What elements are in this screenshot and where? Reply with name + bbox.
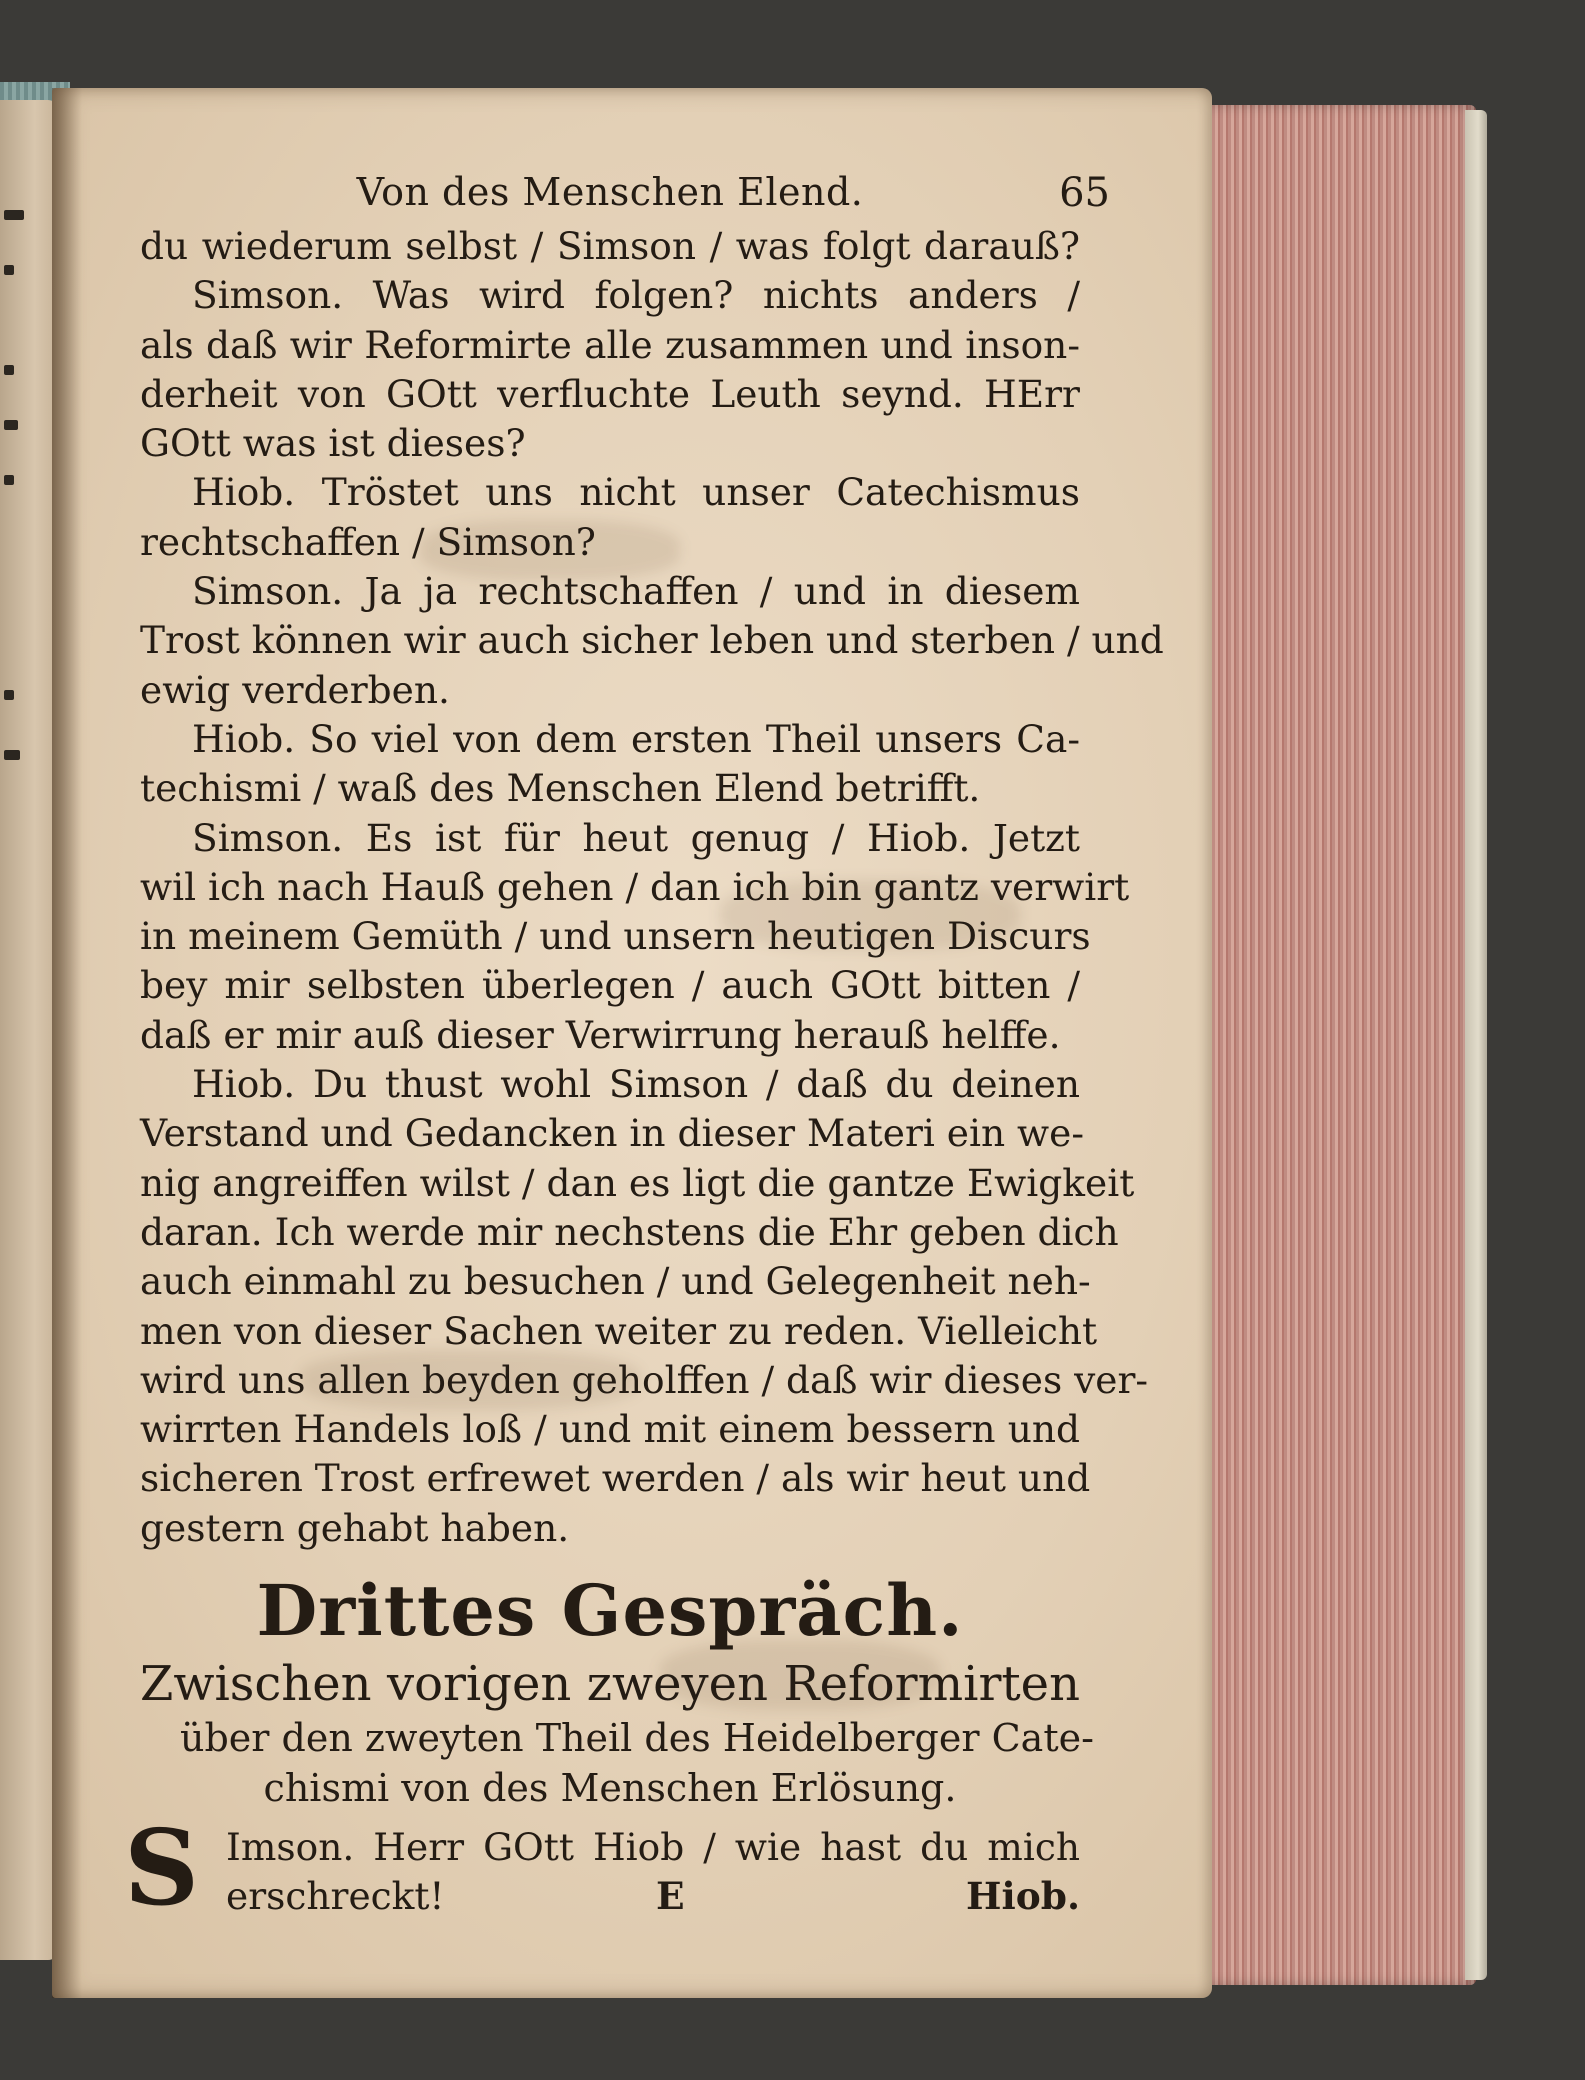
text-line: wirrten Handels loß / und mit einem bessern und <box>140 1407 1080 1452</box>
text-line: men von dieser Sachen weiter zu reden. Vielleicht <box>140 1308 1098 1353</box>
text-line: wil ich nach Hauß gehen / dan ich bin gantz verwirt <box>140 864 1130 909</box>
text-line: rechtschaffen / Simson? <box>140 519 596 564</box>
text-line: derheit von GOtt verfluchte Leuth seynd. HErr <box>140 371 1080 416</box>
text-line: Hiob. So viel von dem ersten Theil unsers Ca- <box>192 716 1080 761</box>
section-title: Drittes Gespräch. <box>256 1569 964 1653</box>
text-line: daran. Ich werde mir nechstens die Ehr geben dich <box>140 1209 1119 1254</box>
opening-line: Imson. Herr GOtt Hiob / wie hast du mich <box>226 1825 1080 1870</box>
opening-line-text: erschreckt! <box>226 1874 445 1919</box>
text-line: ewig verderben. <box>140 667 450 712</box>
text-line: Verstand und Gedancken in dieser Materi ein we- <box>140 1111 1085 1156</box>
page-text <box>124 170 1164 1930</box>
text-line: gestern gehabt haben. <box>140 1505 570 1550</box>
left-page-ink-mark <box>4 750 20 760</box>
back-cover-edge <box>1465 110 1487 1980</box>
catchword: Hiob. <box>966 1874 1080 1919</box>
text-line: als daß wir Reformirte alle zusammen und inson- <box>140 322 1080 367</box>
body-text <box>140 222 1164 1553</box>
left-page-ink-mark <box>4 365 14 375</box>
text-line: bey mir selbsten überlegen / auch GOtt bitten / <box>140 963 1080 1008</box>
left-page-ink-mark <box>4 690 14 700</box>
left-page-ink-mark <box>4 265 14 275</box>
text-line: Simson. Ja ja rechtschaffen / und in diesem <box>192 569 1080 614</box>
left-page-ink-mark <box>4 420 18 430</box>
section-subtitle-line: chismi von des Menschen Erlösung. <box>263 1766 957 1811</box>
left-page-edge <box>0 100 58 1960</box>
text-line: nig angreiffen wilst / dan es ligt die gantze Ewigkeit <box>140 1160 1135 1205</box>
text-line: Trost können wir auch sicher leben und sterben / und <box>140 618 1164 663</box>
text-line: Hiob. Du thust wohl Simson / daß du deinen <box>192 1062 1080 1107</box>
text-line: du wiederum selbst / Simson / was folgt darauß? <box>140 224 1080 268</box>
text-line: in meinem Gemüth / und unsern heutigen Discurs <box>140 914 1091 959</box>
running-title: Von des Menschen Elend. <box>356 170 864 214</box>
text-line: GOtt was ist dieses? <box>140 421 526 466</box>
opening-line <box>226 1872 1080 1921</box>
text-line: Simson. Es ist für heut genug / Hiob. Jetzt <box>192 815 1080 860</box>
text-line: wird uns allen beyden geholffen / daß wir dieses ver- <box>140 1357 1149 1402</box>
gutter-shadow <box>52 88 82 1998</box>
text-line: sicheren Trost erfrewet werden / als wir heut und <box>140 1456 1091 1501</box>
left-page-ink-mark <box>4 210 24 220</box>
page-number: 65 <box>1059 170 1110 216</box>
left-page-ink-mark <box>4 475 14 485</box>
opening-paragraph <box>124 1806 1080 1930</box>
signature-mark: E <box>656 1874 685 1919</box>
running-head <box>140 170 1110 222</box>
page-edges <box>1196 105 1476 1985</box>
drop-cap: S <box>124 1806 200 1930</box>
section-subtitle-line: über den zweyten Theil des Heidelberger Cate- <box>180 1716 1094 1761</box>
text-line: auch einmahl zu besuchen / und Gelegenheit neh- <box>140 1259 1091 1304</box>
section-subtitle-line: Zwischen vorigen zweyen Reformirten <box>140 1656 1080 1713</box>
text-line: Simson. Was wird folgen? nichts anders / <box>192 273 1080 318</box>
text-line: daß er mir auß dieser Verwirrung herauß helffe. <box>140 1012 1061 1057</box>
text-line: techismi / waß des Menschen Elend betrifft. <box>140 766 981 811</box>
text-line: Hiob. Tröstet uns nicht unser Catechismus <box>192 470 1080 515</box>
